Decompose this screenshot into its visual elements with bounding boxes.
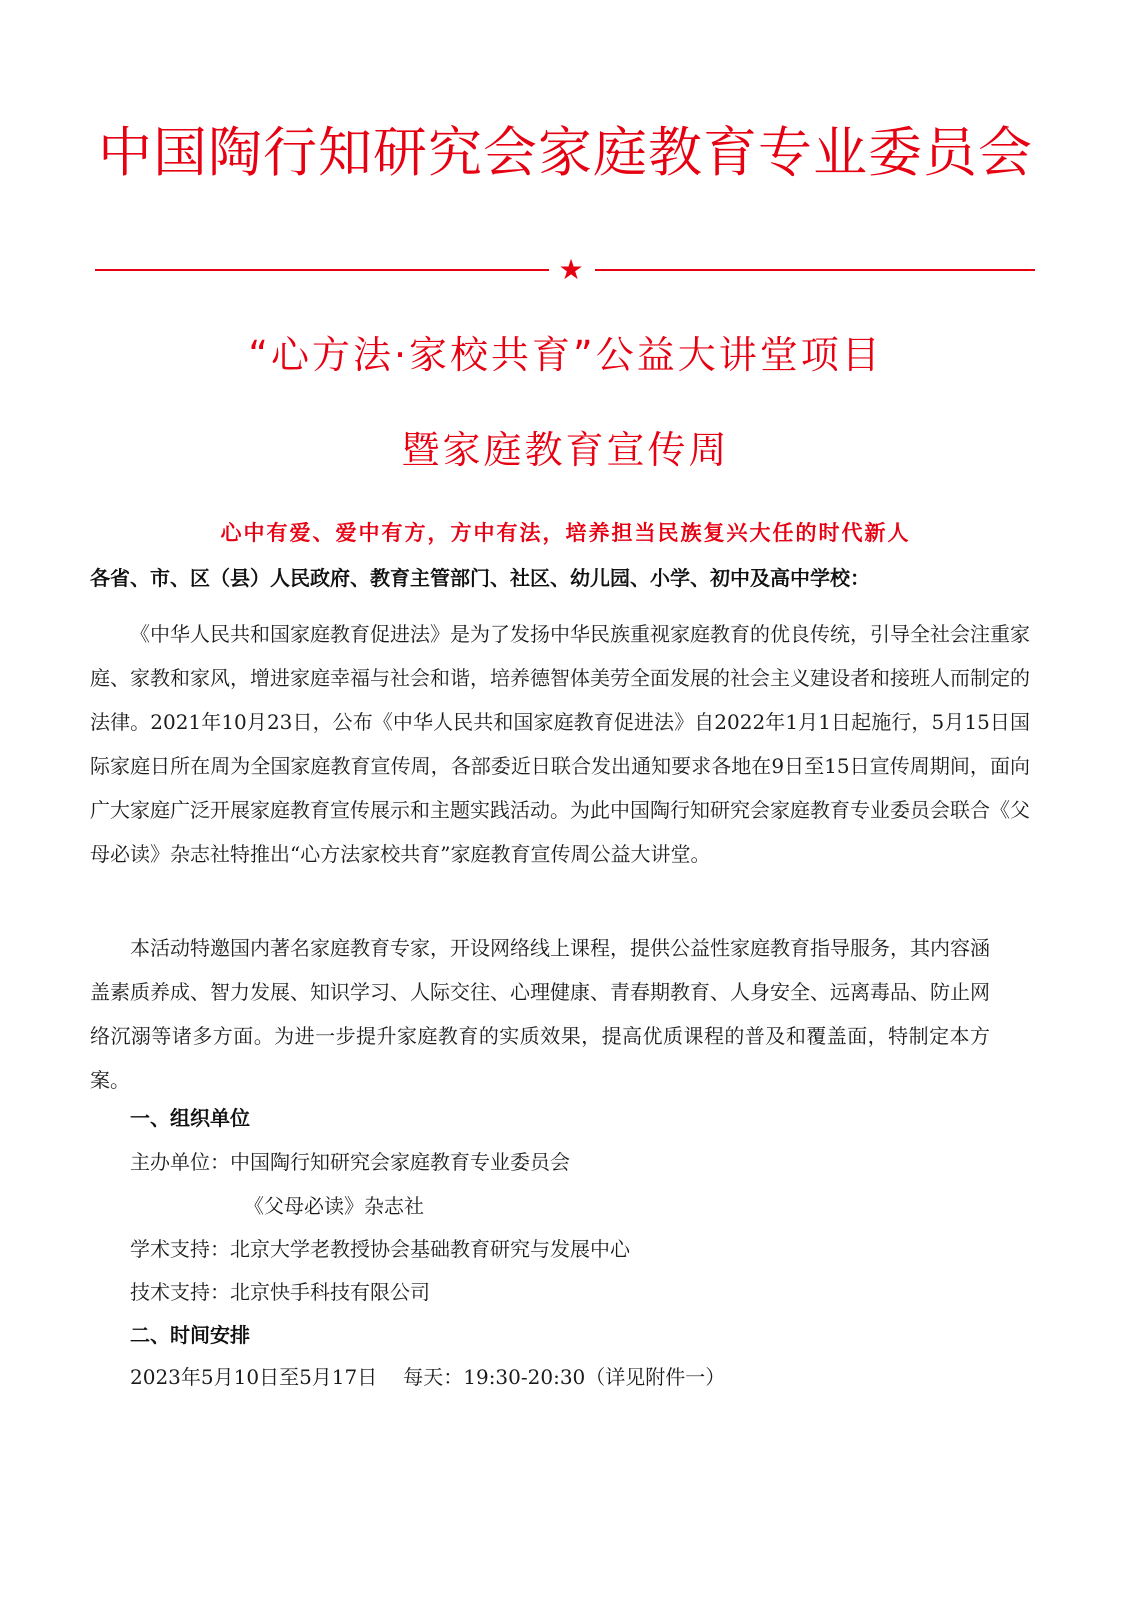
project-title: “心方法·家校共育”公益大讲堂项目 bbox=[248, 333, 883, 377]
tech-value: 北京快手科技有限公司 bbox=[230, 1280, 430, 1304]
academic-label: 学术支持： bbox=[130, 1237, 230, 1261]
academic-support-row bbox=[130, 1234, 630, 1264]
tech-support-row bbox=[130, 1277, 430, 1307]
organization-title: 中国陶行知研究会家庭教育专业委员会 bbox=[98, 121, 1033, 184]
host-value-2: 《父母必读》杂志社 bbox=[244, 1194, 424, 1218]
host-value: 中国陶行知研究会家庭教育专业委员会 bbox=[230, 1150, 570, 1174]
divider-line-right bbox=[595, 269, 1035, 271]
header-divider bbox=[95, 253, 1035, 286]
host-label: 主办单位： bbox=[130, 1150, 230, 1174]
divider-line-left bbox=[95, 269, 549, 271]
academic-value: 北京大学老教授协会基础教育研究与发展中心 bbox=[230, 1237, 630, 1261]
project-subtitle: 暨家庭教育宣传周 bbox=[401, 428, 730, 472]
slogan: 心中有爱、爱中有方，方中有法，培养担当民族复兴大任的时代新人 bbox=[220, 521, 911, 545]
host-row bbox=[130, 1147, 570, 1177]
body-paragraph-1: 《中华人民共和国家庭教育促进法》是为了发扬中华民族重视家庭教育的优良传统，引导全社会注重家庭、家教和家风，增进家庭幸福与社会和谐，培养德智体美劳全面发展的社会主义建设者和接班人而制定的法律。2021年10月23日，公布《中华人民共和国家庭教育促进法》自2022年1月1日起施行，5月15日国际家庭日所在周为全国家庭教育宣传周，各部委近日联合发出通知要求各地在9日至15日宣传周期间，面向广大家庭广泛开展家庭教育宣传展示和主题实践活动。为此中国陶行知研究会家庭教育专业委员会联合《父母必读》杂志社特推出“心方法家校共育”家庭教育宣传周公益大讲堂。 bbox=[90, 622, 1030, 866]
schedule-daily-time: 每天：19:30-20:30（详见附件一） bbox=[403, 1365, 726, 1389]
section-heading-schedule: 二、时间安排 bbox=[130, 1323, 250, 1347]
body-paragraph-2: 本活动特邀国内著名家庭教育专家，开设网络线上课程，提供公益性家庭教育指导服务，其内容涵盖素质养成、智力发展、知识学习、人际交往、心理健康、青春期教育、人身安全、远离毒品、防止网络沉溺等诸多方面。为进一步提升家庭教育的实质效果，提高优质课程的普及和覆盖面，特制定本方案。 bbox=[90, 936, 990, 1092]
addressee: 各省、市、区（县）人民政府、教育主管部门、社区、幼儿园、小学、初中及高中学校： bbox=[90, 566, 870, 590]
tech-label: 技术支持： bbox=[130, 1280, 230, 1304]
star-icon: ★ bbox=[558, 253, 584, 286]
schedule-row bbox=[130, 1362, 725, 1392]
host-row-2 bbox=[244, 1191, 424, 1221]
section-heading-organizers: 一、组织单位 bbox=[130, 1106, 250, 1130]
schedule-dates: 2023年5月10日至5月17日 bbox=[130, 1365, 378, 1389]
